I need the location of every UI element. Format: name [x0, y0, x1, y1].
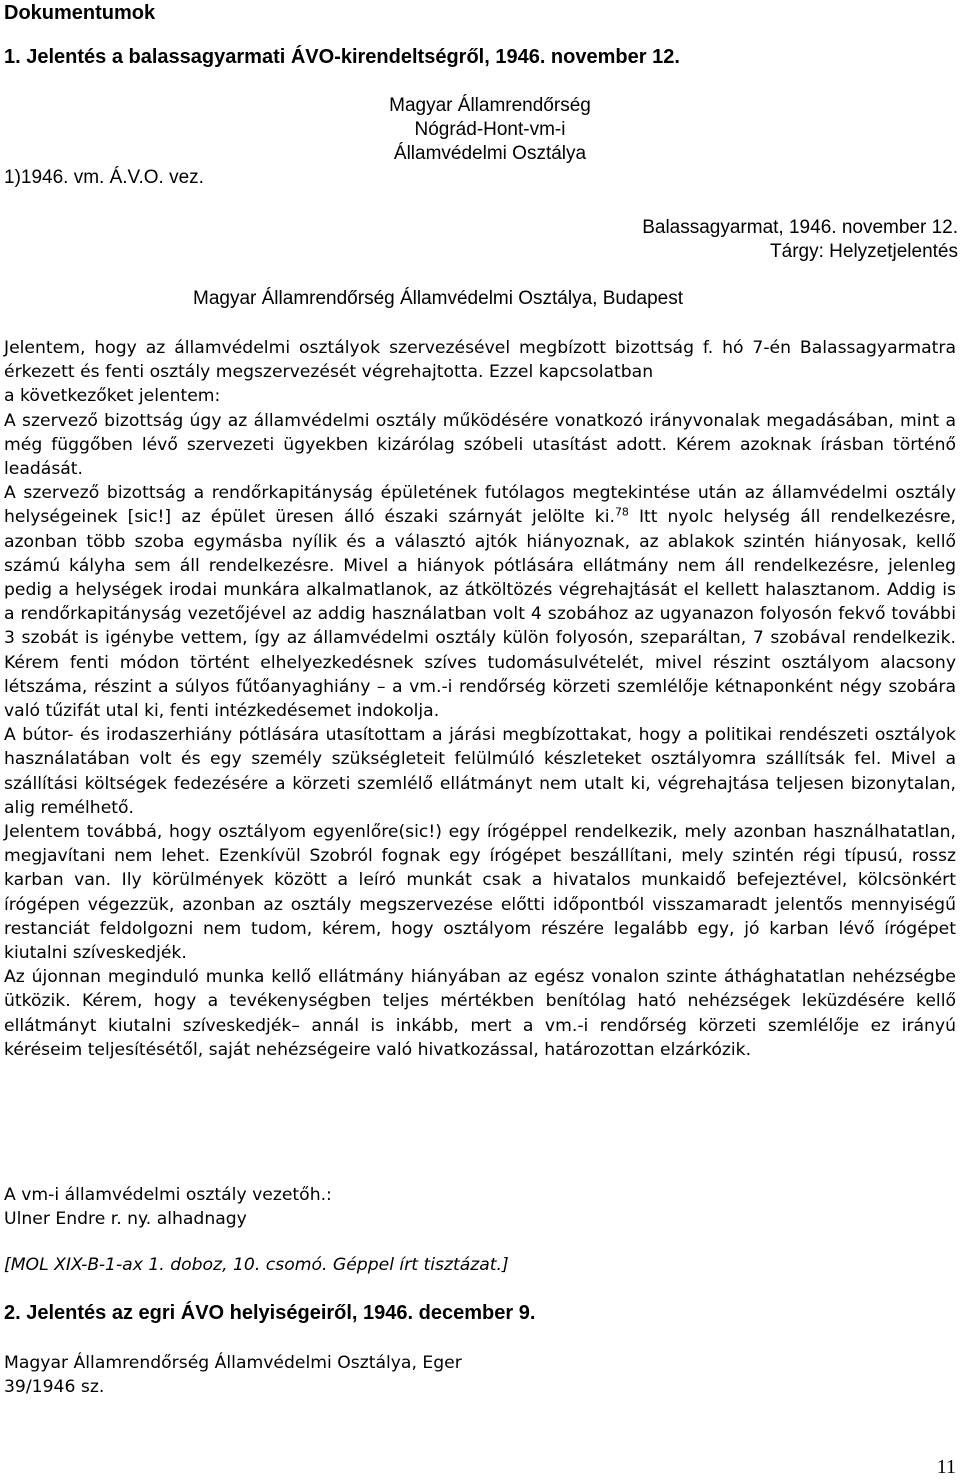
- paragraph-3-start: A szervező bizottság a rendőrkapitányság épületének futólagos megtekintése után az államvédelmi osztály helységeinek [sic!] az épület üresen álló északi szárnyát jelölte ki.: [4, 483, 956, 528]
- paragraph-1-end: a következőket jelentem:: [4, 386, 221, 407]
- document-2-header: [4, 1351, 462, 1400]
- page-number: 11: [936, 1456, 956, 1478]
- date-subject-block: [560, 216, 958, 264]
- document-2-title: 2. Jelentés az egri ÁVO helyiségeiről, 1946. december 9.: [4, 1302, 536, 1324]
- document-2-addressee: Magyar Államrendőrség Államvédelmi Osztálya, Eger: [4, 1353, 462, 1373]
- reference-number: 1)1946. vm. Á.V.O. vez.: [4, 167, 204, 188]
- report-body: [4, 336, 956, 1062]
- subject-line: Tárgy: Helyzetjelentés: [770, 241, 958, 262]
- footnote-reference[interactable]: 78: [614, 505, 629, 519]
- place-date: Balassagyarmat, 1946. november 12.: [642, 217, 958, 238]
- document-1-title: 1. Jelentés a balassagyarmati ÁVO-kirendeltségről, 1946. november 12.: [4, 46, 680, 68]
- paragraph-3: [4, 481, 956, 723]
- paragraph-3-rest: Itt nyolc helység áll rendelkezésre, azonban több szoba egymásba nyílik és a választó ajtók hiányoznak, az ablakok szintén hiányosak, kellő számú kályha sem áll rendelkezésre. Mivel a hiányok pótlására ellátmány nem áll rendelkezésre, jelenleg pedig a helységek irodai munkára alkalmatlanok, az átköltözés végrehajtását el kellett halasztanom. Addig is a rendőrkapitányság vezetőjével az addig használatban volt 4 szobához az ugyanazon folyosón fekvő további 3 szobát is igénybe vettem, így az államvédelmi osztály külön folyosón, szeparáltan, 7 szobával rendelkezik. Kérem fenti módon történt elhelyezkedésnek szíves tudomásulvételét, mivel részint osztályom alacsony létszáma, részint a súlyos fűtőanyaghiány – a vm.-i rendőrség körzeti szemlélője kétnaponként négy szobára való tűzifát utal ki, fenti intézkedésemet indokolja.: [4, 507, 956, 722]
- letterhead-line-2: Nógrád-Hont-vm-i: [414, 119, 566, 140]
- paragraph-5: Jelentem továbbá, hogy osztályom egyenlőre(sic!) egy írógéppel rendelkezik, mely azonban használhatatlan, megjavítani nem lehet. Ezenkívül Szobról fognak egy írógépet beszállítani, mely szintén régi típusú, rossz karban van. Ily körülmények között a leíró munkát csak a hivatalos munkaidő befejeztével, kölcsönkért írógépen végezzük, azonban az osztály megszervezése előtti időpontból visszamaradt jelentős mennyiségű restanciát feldolgozni nem tudom, kérem, hogy osztályom részére legalább egy, jó karban lévő írógépet kiutalni szíveskedjék.: [4, 822, 956, 964]
- addressee: Magyar Államrendőrség Államvédelmi Osztálya, Budapest: [193, 288, 683, 309]
- signature-block: [4, 1183, 332, 1232]
- paragraph-4: A bútor- és irodaszerhiány pótlására utasítottam a járási megbízottakat, hogy a politikai rendészeti osztályok használatában volt és egy személy szükségleteit felülmúló készleteket osztályomra szállítsák fel. Mivel a szállítási költségek fedezésére a körzeti szemlélő ellátmányt nem utalt ki, végrehajtása teljesen bizonytalan, alig remélhető.: [4, 725, 956, 818]
- paragraph-6: Az újonnan meginduló munka kellő ellátmány hiányában az egész vonalon szinte áthághatatlan nehézségbe ütközik. Kérem, hogy a tevékenységben teljes mértékben benítólag ható nehézségek leküzdésére kellő ellátmányt kiutalni szíveskedjék– annál is inkább, mert a vm.-i rendőrség körzeti szemlélője ez irányú kéréseim teljesítésétől, saját nehézségeire való hivatkozással, határozottan elzárkózik.: [4, 967, 956, 1060]
- signer-name: Ulner Endre r. ny. alhadnagy: [4, 1209, 247, 1230]
- section-title: Dokumentumok: [4, 2, 156, 24]
- letterhead: [300, 94, 680, 166]
- document-2-reference: 39/1946 sz.: [4, 1377, 105, 1398]
- archive-source: [MOL XIX-B-1-ax 1. doboz, 10. csomó. Géppel írt tisztázat.]: [4, 1255, 509, 1275]
- paragraph-1: Jelentem, hogy az államvédelmi osztályok szervezésével megbízott bizottság f. hó 7-én Balassagyarmatra érkezett és fenti osztály megszervezését végrehajtotta. Ezzel kapcsolatban: [4, 338, 956, 383]
- letterhead-line-3: Államvédelmi Osztálya: [393, 143, 587, 164]
- signer-title: A vm-i államvédelmi osztály vezetőh.:: [4, 1185, 332, 1205]
- paragraph-2: A szervező bizottság úgy az államvédelmi osztály működésére vonatkozó irányvonalak megadásában, mint a még függőben lévő szervezeti ügyekben kizárólag szóbeli utasítást adott. Kérem azoknak írásban történő leadását.: [4, 410, 956, 480]
- letterhead-line-1: Magyar Államrendőrség: [389, 95, 591, 116]
